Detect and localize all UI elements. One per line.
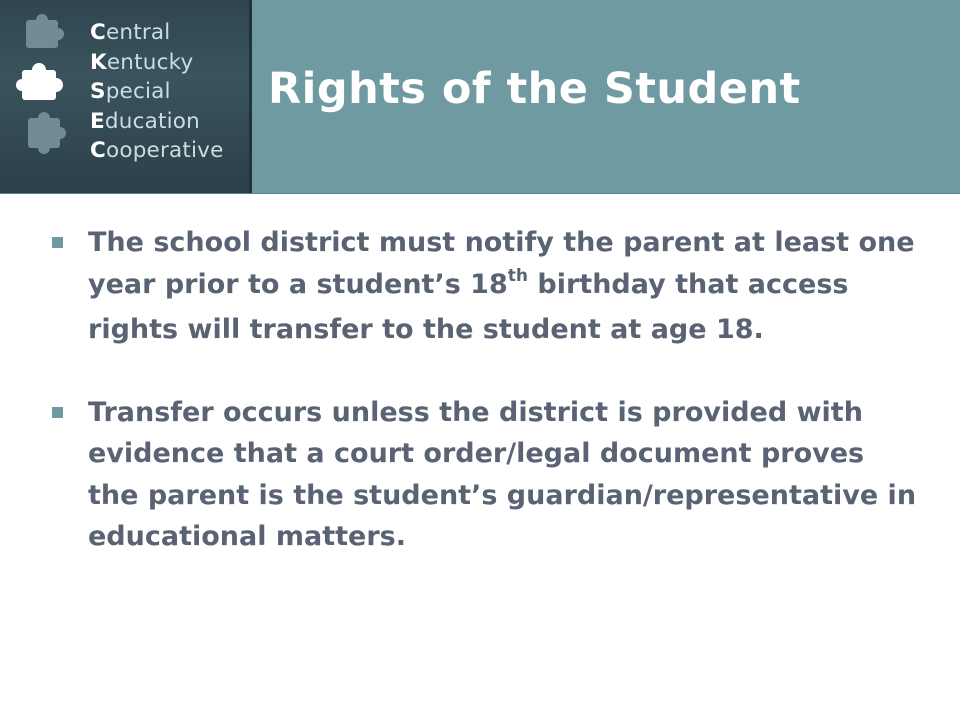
header-band: [0, 0, 960, 194]
logo-line: Education: [90, 108, 200, 134]
logo-wordmark: [90, 18, 224, 166]
logo-line: Central: [90, 20, 171, 45]
bullet-list: [52, 222, 922, 599]
puzzle-pieces-icon: [16, 12, 86, 172]
bullet-text-continued: birthday that access rights will transfer to the student at age 18.: [88, 268, 849, 345]
bullet-text: The school district must notify the parent at least one year prior to a student’s 18: [88, 227, 915, 300]
logo-line: Special: [90, 79, 171, 104]
bullet-item: [52, 392, 922, 558]
logo-line: Kentucky: [90, 49, 194, 75]
square-bullet-icon: [52, 237, 63, 248]
bullet-item: [52, 222, 922, 351]
slide-title: Rights of the Student: [268, 64, 801, 114]
logo-line: Cooperative: [90, 138, 224, 163]
ordinal-suffix: th: [507, 265, 528, 286]
organization-logo: [0, 0, 252, 193]
bullet-text: Transfer occurs unless the district is provided with evidence that a court order/legal document proves the parent is the student’s guardian/representative in educational matters.: [88, 396, 917, 552]
square-bullet-icon: [52, 407, 63, 418]
